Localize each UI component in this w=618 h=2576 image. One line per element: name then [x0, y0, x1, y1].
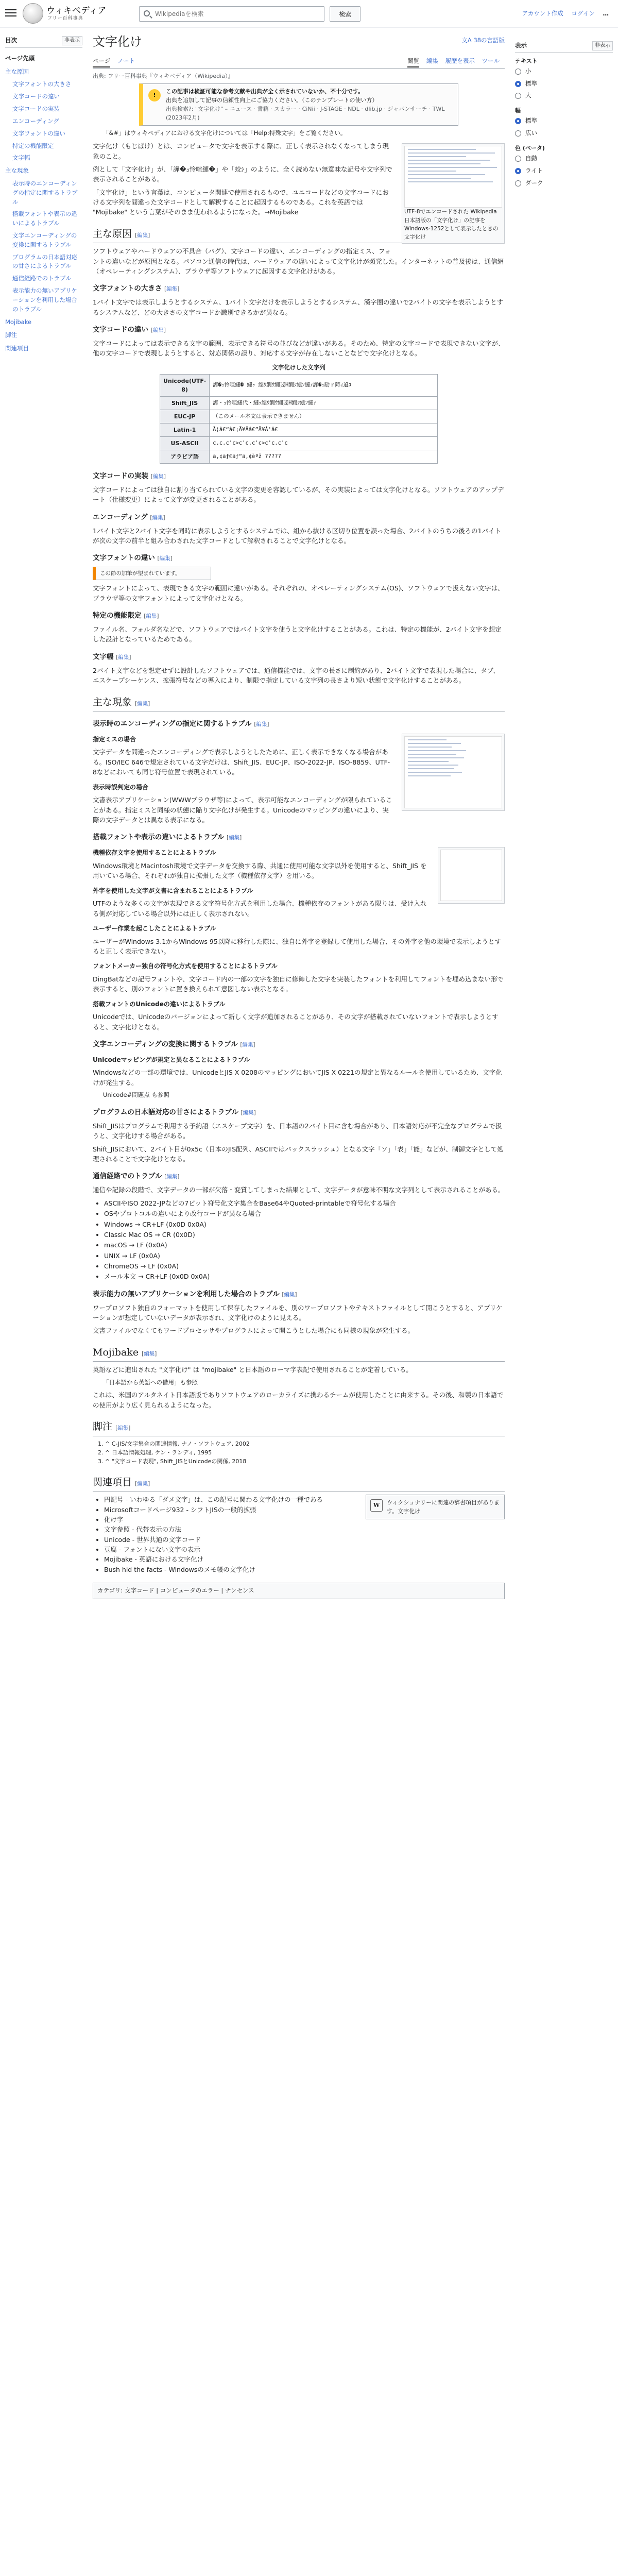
site-header	[0, 0, 618, 28]
search-icon	[144, 10, 150, 16]
edit-link[interactable]: [編集]	[164, 1174, 180, 1180]
edit-link[interactable]: [編集]	[150, 327, 166, 334]
radio-icon[interactable]	[515, 180, 521, 187]
mojibake-cell: c.c.c'c>c'c.c'c>c'c.c'c	[210, 436, 438, 450]
table-row	[160, 410, 438, 423]
heading-p1: 表示時のエンコーディングの指定に関するトラブル [編集]	[93, 719, 269, 728]
intro-paragraph-2: 例として「文字化け」が、「譁�ｭ怜喧縺�」や「蛟ｼ」のように、全く読めない無意味な記号や文字列で表示されることがある。	[93, 165, 392, 183]
mojibake-cell: Ã¦â€“â€¡Ã¥Ââ€”Ã¥Å'â€	[210, 423, 438, 436]
edit-link[interactable]: [編集]	[150, 514, 165, 521]
toc-item[interactable]: Mojibake	[5, 318, 32, 326]
p2e-paragraph: Unicodeでは、Unicodeのバージョンによって新しく文字が追加されることがあり、その文字が搭載されていないフォントで表示しようとすると、文字化けとなる。	[93, 1013, 499, 1031]
heading-related: 関連項目 [編集]	[93, 1475, 505, 1492]
color-option-label: ライト	[525, 166, 543, 174]
encoding-menu-thumbnail[interactable]	[402, 734, 505, 811]
tab-tools[interactable]: ツール	[482, 57, 500, 65]
heading-causes: 主な原因 [編集]	[93, 227, 505, 243]
table-row	[160, 436, 438, 450]
heading-notes: 脚注 [編集]	[93, 1419, 505, 1436]
causes-paragraph: ソフトウェアやハードウェアの不具合（バグ）、文字コードの違い、エンコーディングの指定ミス、フォントの違いなどが原因となる。パソコン通信の時代は、ハードウェアの違いによって文字化けが頻発した。インターネットの普及後は、通信網（オペレーティングシステム）、ブラウザ等ソフトウェアに起因する文字化けがある。	[93, 247, 504, 276]
toc-item[interactable]: 搭載フォントや表示の違いによるトラブル	[12, 210, 77, 227]
toc-item[interactable]: 文字フォントの大きさ	[12, 80, 72, 88]
mojibake-cell: 譁・ｭ怜喧縺代・縺ｯ繧ｳ繝ｳ繝斐Η繝ｼ繧ｿ縺ｧ	[210, 396, 438, 410]
article-main	[93, 34, 505, 1599]
p2a-paragraph: Windows環境とMacintosh環境で文字データを交換する際、共通に使用可能な文字以外を使用すると、Shift_JIS を用いている場合、それぞれが独自に拡張した文字（機種依存文字）を用いる。	[93, 861, 427, 880]
table-row	[160, 450, 438, 463]
tab-read[interactable]: 閲覧	[407, 57, 419, 67]
related-item[interactable]: • Unicode - 世界共通の文字コード	[104, 1535, 505, 1545]
p1a-paragraph: 文字データを間違ったエンコーディングで表示しようとしたために、正しく表示できなくなる場合がある。ISO/IEC 646で規定されている文字だけは、Shift_JIS、EUC-JP、ISO-2022-JP、ISO-8859、UTF-8などにおいても同じ符号位置で表現されている。	[93, 748, 390, 776]
heading-limited: 特定の機能限定 [編集]	[93, 612, 159, 620]
related-item[interactable]: • Bush hid the facts - Windowsのメモ帳の文字化け	[104, 1565, 505, 1574]
list-item: • OSやプロトコルの違いにより改行コードが異なる場合	[104, 1209, 505, 1218]
edit-link[interactable]: [編集]	[135, 1480, 150, 1487]
list-item: • macOS → LF (0x0A)	[104, 1240, 505, 1250]
radio-icon[interactable]	[515, 156, 521, 162]
edit-link[interactable]: [編集]	[240, 1041, 255, 1048]
warning-icon: !	[148, 89, 161, 101]
related-item[interactable]: • 円記号 - いわゆる「ダメ文字」は、この記号に関わる文字化けの一種である	[104, 1495, 505, 1504]
toc-item[interactable]: 表示時のエンコーディングの指定に関するトラブル	[12, 179, 78, 206]
reference-item: 3. ^ "文字コード表現", Shift_JISとUnicodeの関係, 2018	[105, 1457, 505, 1466]
edit-link[interactable]: [編集]	[115, 1425, 131, 1432]
mojibake-cell: ã‚¢ãƒ©ãƒ“ã‚¢èªž ?????	[210, 450, 438, 463]
color-option[interactable]	[515, 165, 613, 177]
radio-icon[interactable]	[515, 118, 521, 124]
heading-fontdiff: 文字フォントの違い [編集]	[93, 554, 173, 563]
text-option[interactable]	[515, 78, 613, 90]
search-button[interactable]: 検索	[330, 6, 360, 22]
appearance-hide-button[interactable]: 非表示	[592, 41, 613, 50]
impl-paragraph: 文字コードによっては独自に割り当てられている文字の変更を容認しているが、その実装によっては文字化けとなる。ソフトウェアのアップデート（仕様変更）によって文字が変更されることがある。	[93, 485, 504, 504]
related-item[interactable]: • Microsoftコードページ932 - シフトJISの一般的拡張	[104, 1505, 505, 1515]
page-tabs	[93, 53, 505, 69]
p4-paragraph-1: Shift_JISはプログラムで利用する予約語（エスケープ文字）を、日本語の2バイト目に含む場合があり、日本語対応が不完全なプログラムで扱うと、文字化けする場合がある。	[93, 1122, 502, 1140]
heading-p1b: 表示時誤判定の場合	[93, 783, 149, 791]
color-option[interactable]	[515, 152, 613, 165]
notice-body: 出典を追加して記事の信頼性向上にご協力ください。（このテンプレートの使い方）	[166, 97, 378, 104]
heading-impl: 文字コードの実装 [編集]	[93, 471, 166, 480]
text-size-options	[515, 65, 613, 102]
edit-link[interactable]: [編集]	[254, 721, 269, 727]
heading-p6: 表示能力の無いアプリケーションを利用した場合のトラブル [編集]	[93, 1290, 297, 1298]
table-row	[160, 423, 438, 436]
width-label: 幅	[515, 107, 521, 114]
list-item: • UNIX → LF (0x0A)	[104, 1251, 505, 1261]
search-box	[139, 6, 324, 22]
toc-item[interactable]: 文字コードの違い	[12, 93, 60, 100]
text-size-label: テキスト	[515, 57, 538, 64]
width-options	[515, 115, 613, 140]
wikipedia-globe-logo[interactable]	[23, 3, 43, 24]
more-menu-icon[interactable]: …	[603, 10, 609, 17]
list-item: • ASCIIやISO 2022-JPなどの7ビット符号化文字集合をBase64やQuoted-printableで符号化する場合	[104, 1198, 505, 1208]
mojibake-table	[160, 362, 438, 464]
notice-title: この記事は検証可能な参考文献や出典が全く示されていないか、不十分です。	[166, 88, 364, 95]
width-paragraph: 2バイト文字などを想定せずに設計したソフトウェアでは、通信機能では、文字の長さに制約があり、2バイト文字で表現した場合に、タブ、エスケープシーケンス、拡張符号などの導入により、制限で指定している文字列の長さより短い状態で文字化けすることがある。	[93, 666, 500, 685]
toc-item[interactable]: 文字コードの実装	[12, 105, 60, 113]
language-button[interactable]: 文A 38の言語版	[461, 37, 505, 44]
color-label: 色 (ベータ)	[515, 144, 545, 151]
toc-item[interactable]: 主な現象	[5, 167, 29, 175]
toc-item[interactable]: 脚注	[5, 331, 17, 339]
hatnote: 「&#」はウィキペディアにおける文字化けについては「Help:特殊文字」をご覧ください。	[103, 129, 347, 137]
text-option-label: 大	[525, 92, 531, 99]
radio-icon[interactable]	[515, 81, 521, 87]
radio-icon[interactable]	[515, 168, 521, 174]
wiktionary-icon: W	[370, 1499, 383, 1512]
list-item: • Windows → CR+LF (0x0D 0x0A)	[104, 1219, 505, 1229]
search-input[interactable]	[154, 7, 308, 21]
expand-section-notice: この節の加筆が望まれています。	[93, 567, 211, 580]
related-item[interactable]: • Mojibake - 英語における文字化け	[104, 1554, 505, 1564]
heading-p3: 文字エンコーディングの変換に関するトラブル [編集]	[93, 1040, 255, 1048]
heading-fontsize: 文字フォントの大きさ [編集]	[93, 284, 180, 293]
site-sub: 出典: フリー百科事典『ウィキペディア（Wikipedia）』	[93, 73, 234, 80]
color-option[interactable]	[515, 177, 613, 190]
page-title: 文字化け	[93, 35, 142, 49]
heading-p1a: 指定ミスの場合	[93, 735, 136, 743]
encoding-name-cell: Latin-1	[160, 423, 210, 436]
thumbnail-image[interactable]	[440, 850, 502, 901]
toc-item[interactable]: 文字フォントの違い	[12, 129, 65, 137]
tab-edit[interactable]: 編集	[426, 57, 438, 65]
main-menu-icon[interactable]	[5, 7, 16, 19]
heading-p5: 通信経路でのトラブル [編集]	[93, 1172, 180, 1181]
mojibake-paragraph: 英語などに進出された "文字化け" は "mojibake" と日本語のローマ字表記で使用されることが定着している。	[93, 1366, 413, 1374]
heading-p2c: ユーザー作業を起こしたことによるトラブル	[93, 924, 216, 932]
see-also-note: 「日本語から英語への借用」も参照	[103, 1378, 198, 1386]
text-option[interactable]	[515, 90, 613, 102]
logo-subtitle: フリー百科事典	[47, 16, 83, 21]
tab-page[interactable]: ページ	[93, 57, 110, 67]
fontdiff-paragraph: 文字フォントによって、表現できる文字の範囲に違いがある。それぞれの、オペレーティングシステム(OS)、ソフトウェアで扱えない文字は、ブラウザ等の文字フォントによって文字化けとなる。	[93, 584, 504, 602]
p6-paragraph-1: ワープロソフト独自のフォーマットを使用して保存したファイルを、別のワープロソフトやテキストファイルとして開こうとすると、アプリケーションが想定していないデータが表示され、文字化けのように見える。	[93, 1303, 503, 1322]
heading-codediff: 文字コードの違い [編集]	[93, 326, 166, 334]
edit-link[interactable]: [編集]	[157, 555, 173, 562]
text-option-label: 小	[525, 67, 531, 75]
mojibake-cell: （このメール本文は表示できません）	[210, 410, 438, 423]
thumbnail-caption: UTF-8でエンコードされた Wikipedia日本語版の「文字化け」の記事を Windows-1252として表示したときの文字化け	[404, 209, 499, 241]
fontsize-paragraph: 1バイト文字では表示しようとするシステム、1バイト文字だけを表示しようとするシステム、漢字圏の違いで2バイトの文字を表示しようとするシステムなど、どの大きさの文字コードか識別できるかが異なる。	[93, 298, 504, 316]
toc-item[interactable]: プログラムの日本語対応の甘さによるトラブル	[12, 253, 78, 270]
intro-paragraph-3: 「文字化け」という言葉は、コンピュータ関連で使用されるもので、ユニコードなどの文字コードにおける文字列を間違った文字コードとして解釈することに起因するものである。これを英語では "Mojibake" という言葉がそのまま使われるようになった。→Mojibake	[93, 188, 389, 216]
toc-item[interactable]: 主な原因	[5, 67, 29, 75]
p4-paragraph-2: Shift_JISにおいて、2バイト目が0x5c（日本のJIS配列、ASCIIではバックスラッシュ）となる文字「ソ」「表」「能」などが、制御文字として処理されることで文字化けとなる。	[93, 1145, 504, 1163]
logo-title[interactable]: ウィキペディア	[46, 6, 107, 16]
appearance-header	[515, 41, 613, 53]
edit-link[interactable]: [編集]	[135, 232, 150, 239]
width-option[interactable]	[515, 115, 613, 127]
toc-list	[5, 52, 82, 355]
p2c-paragraph: ユーザーがWindows 3.1からWindows 95以降に移行した際に、独自に外字を登録して使用した場合、その外字を他の環境で表示しようとすると正しく表示できない。	[93, 937, 501, 955]
thumbnail-image[interactable]	[404, 736, 502, 808]
mojibake-cell: 譁�ｭ怜喧縺� 縺ｯ 繧ｳ繝ｳ繝斐Η繝ｼ繧ｿ縺ｧ譁�ｭ励ｒ陦ｨ遉ｺ	[210, 374, 438, 396]
p2b-paragraph: UTFのような多くの文字が表現できる文字符号化方式を利用した場合、機種依存のフォントがある限りは、受け入れる側が対応している場合以外には正しく表示されない。	[93, 900, 427, 918]
encoding-name-cell: アラビア語	[160, 450, 210, 463]
heading-p4: プログラムの日本語対応の甘さによるトラブル [編集]	[93, 1108, 256, 1117]
notice-sub: 出典検索?: "文字化け" – ニュース · 書籍 · スカラー · CiNii · J-STAGE · NDL · dlib.jp · ジャパンサーチ · TWL (2023年2月)	[166, 106, 445, 122]
edit-link[interactable]: [編集]	[116, 654, 131, 660]
related-item[interactable]: • 文字参照 - 代替表示の方法	[104, 1524, 505, 1534]
toc-header	[5, 36, 82, 48]
toc-item[interactable]: ページ先頭	[5, 54, 35, 62]
codediff-paragraph: 文字コードによっては表示できる文字の範囲、表示できる符号の並びなどが違いがある。そのため、特定の文字コードで表現できない文字が、他の文字コードで表現しようとすると、対応関係の誤り、対応する文字が存在しないことなどで文字化けとなる。	[93, 340, 505, 358]
width-option[interactable]	[515, 127, 613, 140]
toc-hide-button[interactable]: 非表示	[62, 36, 82, 45]
table-caption: 文字化けした文字列	[272, 363, 325, 371]
table-row	[160, 374, 438, 396]
heading-width: 文字幅 [編集]	[93, 652, 131, 661]
create-account-link[interactable]: アカウント作成	[522, 10, 563, 17]
toc-item[interactable]: 通信経路でのトラブル	[12, 275, 72, 282]
edit-link[interactable]: [編集]	[227, 835, 242, 841]
toc-item[interactable]: 関連項目	[5, 345, 29, 352]
related-item[interactable]: • 豆腐 - フォントにない文字の表示	[104, 1545, 505, 1554]
toc-item[interactable]: 表示能力の無いアプリケーションを利用した場合のトラブル	[12, 287, 78, 313]
p3a-paragraph: Windowsなどの一部の環境では、UnicodeとJIS X 0208のマッピングにおいてJIS X 0221の規定と異なるルールを使用しているため、文字化けが発生する。	[93, 1069, 502, 1087]
p6-paragraph-2: 文書ファイルでなくてもワードプロセッサやプログラムによって開こうとした場合にも同様の現象が発生する。	[93, 1327, 415, 1335]
encoding-name-cell: EUC-JP	[160, 410, 210, 423]
intro-paragraph-1: 文字化け（もじばけ）とは、コンピュータで文字を表示する際に、正しく表示されなくなってしまう現象のこと。	[93, 142, 389, 160]
toc-item[interactable]: 文字幅	[12, 154, 30, 162]
heading-mojibake: Mojibake [編集]	[93, 1345, 505, 1362]
mojibake-thumbnail[interactable]	[402, 143, 505, 244]
encoding-paragraph: 1バイト文字と2バイト文字を同時に表示しようとするシステムでは、組から抜ける区切り位置を誤った場合、2バイトのうちの後ろの1バイトが次の文字の前半と組み合わされた文字コードとして解釈されることで文字化けとなる。	[93, 527, 502, 545]
toc-title: 目次	[5, 37, 17, 44]
edit-link[interactable]: [編集]	[144, 613, 159, 620]
radio-icon[interactable]	[515, 93, 521, 99]
p1b-paragraph: 文書表示アプリケーション(WWWブラウザ等)によって、表示可能なエンコーディングが限られていることがある。指定ミスと同様の状態に陥り文字化けが発生する。Unicodeのマッピングの違いにより、実際の文字データとは異なる表示になる。	[93, 796, 392, 824]
list-item: • ChromeOS → LF (0x0A)	[104, 1261, 505, 1271]
heading-p2b: 外字を使用した文字が文書に含まれることによるトラブル	[93, 887, 253, 894]
newline-list	[104, 1198, 505, 1282]
see-also-note: Unicode#問題点 も参照	[103, 1091, 169, 1099]
appearance-title: 表示	[515, 42, 527, 49]
radio-icon[interactable]	[515, 130, 521, 137]
heading-p2d: フォントメーカー独自の符号化方式を使用することによるトラブル	[93, 962, 278, 970]
p5-paragraph: 通信や記録の段階で、文字データの一部が欠落・変質してしまった結果として、文字データが意味不明な文字列として表示されることがある。	[93, 1186, 505, 1194]
p2d-paragraph: DingBatなどの記号フォントや、文字コード内の一部の文字を独自に修飾した文字を実装したフォントを利用してフォントを埋め込まない形で表示すると、別のフォントに置き換えられて意図しない表示となる。	[93, 975, 504, 993]
reference-item: 2. ^ 日本語情報処理, ケン・ランディ, 1995	[105, 1448, 505, 1457]
edit-link[interactable]: [編集]	[150, 473, 166, 480]
related-item[interactable]: • 化け字	[104, 1515, 505, 1524]
appearance-panel	[515, 36, 613, 189]
color-option-label: ダーク	[525, 179, 543, 187]
encoding-name-cell: Shift_JIS	[160, 396, 210, 410]
encoding-name-cell: Unicode(UTF-8)	[160, 374, 210, 396]
edit-link[interactable]: [編集]	[164, 286, 180, 293]
heading-encoding: エンコーディング [編集]	[93, 513, 165, 521]
width-option-label: 広い	[525, 129, 537, 137]
heading-p2a: 機種依存文字を使用することによるトラブル	[93, 849, 216, 857]
category-box[interactable]: カテゴリ: 文字コード | コンピュータのエラー | ナンセンス	[93, 1583, 505, 1599]
refimprove-notice	[139, 83, 458, 126]
wiktionary-box: W ウィクショナリーに関連の辞書項目があります。文字化け	[366, 1495, 505, 1519]
toc-item[interactable]: エンコーディング	[12, 117, 59, 125]
encoding-name-cell: US-ASCII	[160, 436, 210, 450]
edit-link[interactable]: [編集]	[241, 1110, 256, 1116]
thumbnail-image[interactable]	[404, 146, 502, 208]
heading-p2e: 搭載フォントのUnicodeの違いによるトラブル	[93, 1000, 226, 1008]
limited-paragraph: ファイル名、フォルダ名などで、ソフトウェアではバイト文字を使うと文字化けすることがある。これは、特定の機能が、2バイト文字を想定した設計となっているためである。	[93, 625, 502, 643]
color-options	[515, 152, 613, 189]
radio-icon[interactable]	[515, 69, 521, 75]
reference-item: 1. ^ C-JIS/文字集合の関連情報, ナノ・ソフトウェア, 2002	[105, 1439, 505, 1448]
toc-item[interactable]: 特定の機能限定	[12, 142, 54, 149]
text-option-label: 標準	[525, 79, 537, 87]
text-option[interactable]	[515, 65, 613, 78]
color-option-label: 自動	[525, 155, 537, 162]
heading-p2: 搭載フォントや表示の違いによるトラブル [編集]	[93, 833, 242, 842]
edit-link[interactable]: [編集]	[142, 1350, 157, 1357]
login-link[interactable]: ログイン	[571, 10, 595, 17]
edit-link[interactable]: [編集]	[282, 1291, 297, 1298]
tab-history[interactable]: 履歴を表示	[445, 57, 475, 65]
mojibake-paragraph-2: これは、米国のアルタネイト日本語版でありソフトウェアのローカライズに携わるチームが使用したことに由来する。その後、和製の日本語での使用がより広く見られるようになった。	[93, 1391, 504, 1409]
width-option-label: 標準	[525, 117, 537, 125]
heading-phenomena: 主な現象 [編集]	[93, 695, 505, 711]
toc-item[interactable]: 文字エンコーディングの変換に関するトラブル	[12, 232, 77, 248]
edit-link[interactable]: [編集]	[135, 700, 150, 707]
font-thumbnail[interactable]	[438, 847, 505, 904]
personal-tools	[516, 9, 609, 19]
list-item: • メール本文 → CR+LF (0x0D 0x0A)	[104, 1272, 505, 1281]
heading-p3a: Unicodeマッピングが規定と異なることによるトラブル	[93, 1056, 250, 1063]
list-item: • Classic Mac OS → CR (0x0D)	[104, 1230, 505, 1240]
table-of-contents	[5, 36, 82, 355]
tab-talk[interactable]: ノート	[117, 57, 135, 65]
table-row	[160, 396, 438, 410]
references-list	[105, 1439, 505, 1466]
